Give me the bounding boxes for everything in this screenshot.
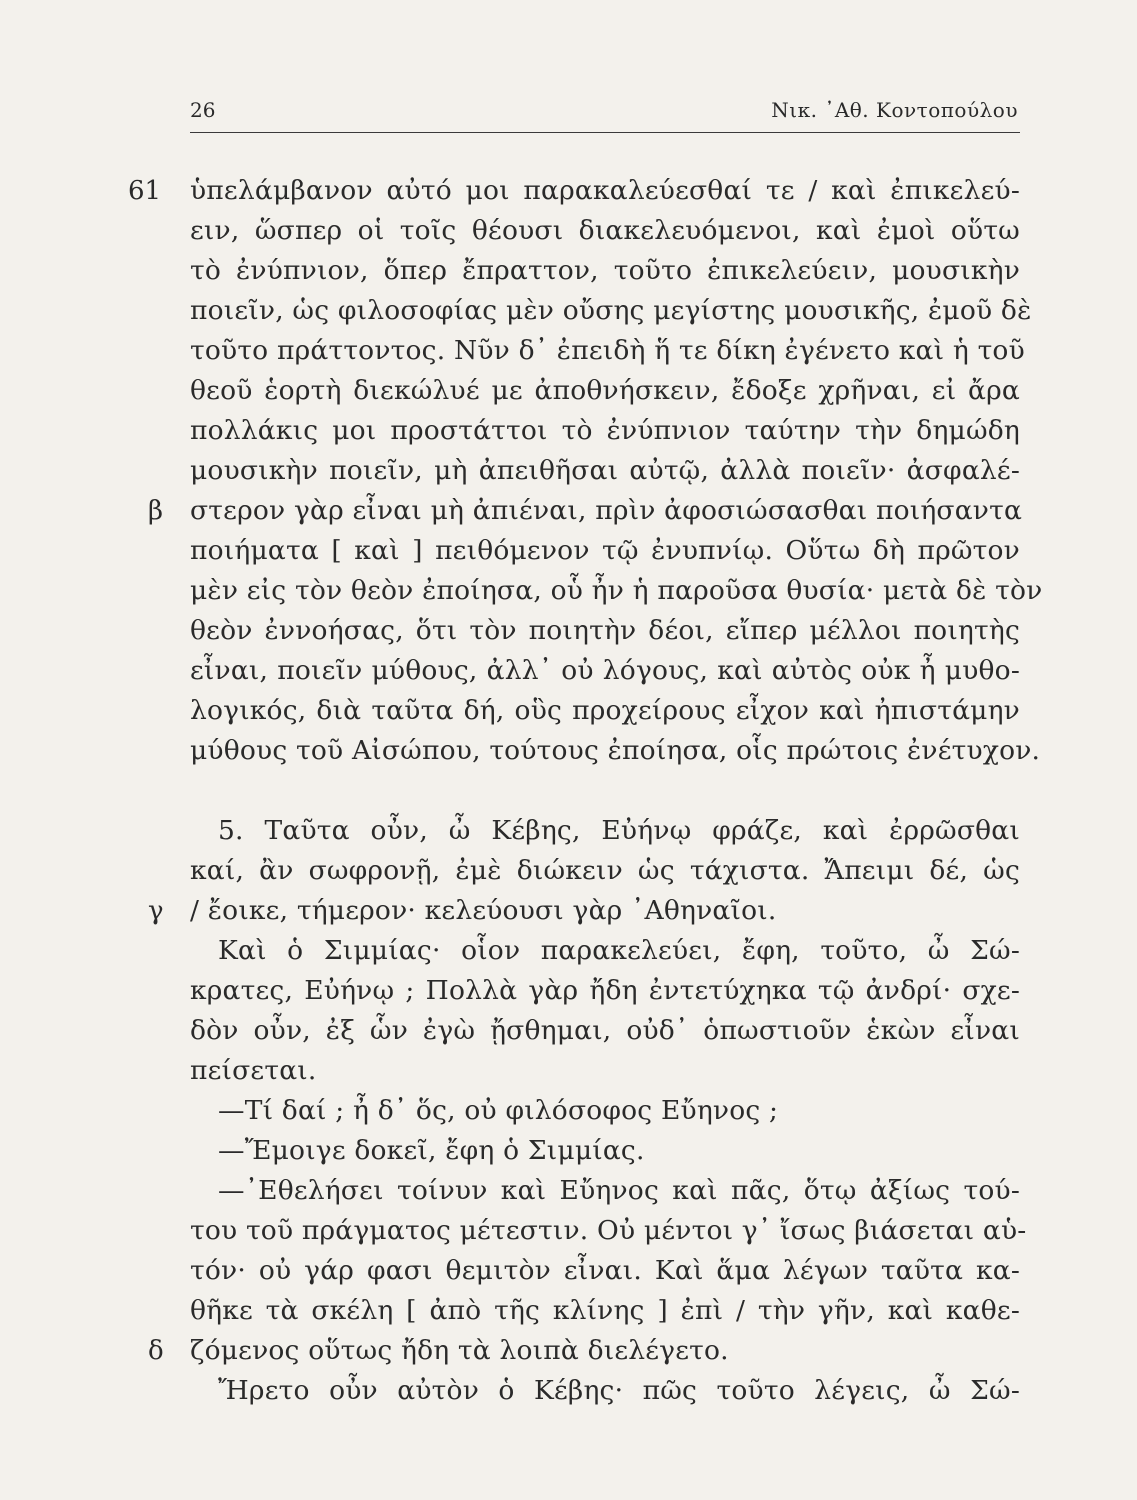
text-line: τόν· οὐ γάρ φασι θεμιτὸν εἶναι. Καὶ ἅμα λέγων ταῦτα κα- bbox=[190, 1255, 1020, 1286]
text-line: μουσικὴν ποιεῖν, μὴ ἀπειθῆσαι αὐτῷ, ἀλλὰ ποιεῖν· ἀσφαλέ- bbox=[190, 455, 1020, 486]
text-line: —Ἔμοιγε δοκεῖ, ἔφη ὁ Σιμμίας. bbox=[218, 1135, 645, 1166]
text-line: λογικός, διὰ ταῦτα δή, οὓς προχείρους εἶχον καὶ ἠπιστάμην bbox=[190, 695, 1020, 726]
text-line: δὸν οὖν, ἐξ ὧν ἐγὼ ᾔσθημαι, οὐδ᾿ ὁπωστιοῦν ἑκὼν εἶναι bbox=[190, 1015, 1020, 1046]
text-line: πολλάκις μοι προστάττοι τὸ ἐνύπνιον ταύτην τὴν δημώδη bbox=[190, 415, 1020, 446]
text-line: Ἤρετο οὖν αὐτὸν ὁ Κέβης· πῶς τοῦτο λέγεις, ὦ Σώ- bbox=[218, 1375, 1020, 1406]
text-line: ζόμενος οὕτως ἤδη τὰ λοιπὰ διελέγετο. bbox=[190, 1335, 729, 1366]
text-line: ποιήματα [ καὶ ] πειθόμενον τῷ ἐνυπνίῳ. Οὕτω δὴ πρῶτον bbox=[190, 535, 1020, 566]
text-line: μύθους τοῦ Αἰσώπου, τούτους ἐποίησα, οἷς πρώτοις ἐνέτυχον. bbox=[190, 735, 1041, 766]
margin-label-61: 61 bbox=[128, 176, 162, 206]
text-line: κρατες, Εὐήνῳ ; Πολλὰ γὰρ ἤδη ἐντετύχηκα τῷ ἀνδρί· σχε- bbox=[190, 975, 1020, 1006]
text-line: πείσεται. bbox=[190, 1055, 317, 1086]
text-line: του τοῦ πράγματος μέτεστιν. Οὐ μέντοι γ᾿ ἴσως βιάσεται αὑ- bbox=[190, 1215, 1027, 1246]
text-line: —᾿Εθελήσει τοίνυν καὶ Εὔηνος καὶ πᾶς, ὅτῳ ἀξίως τού- bbox=[218, 1175, 1020, 1206]
page-number: 26 bbox=[190, 98, 216, 122]
text-line: τοῦτο πράττοντος. Νῦν δ᾿ ἐπειδὴ ἥ τε δίκη ἐγένετο καὶ ἡ τοῦ bbox=[190, 335, 1025, 366]
text-line: ποιεῖν, ὡς φιλοσοφίας μὲν οὔσης μεγίστης μουσικῆς, ἐμοῦ δὲ bbox=[190, 295, 1032, 326]
text-line: θεοῦ ἑορτὴ διεκώλυέ με ἀποθνήσκειν, ἔδοξε χρῆναι, εἰ ἄρα bbox=[190, 375, 1020, 406]
text-line: θεὸν ἐννοήσας, ὅτι τὸν ποιητὴν δέοι, εἴπερ μέλλοι ποιητὴς bbox=[190, 615, 1020, 646]
text-line: 5. Ταῦτα οὖν, ὦ Κέβης, Εὐήνῳ φράζε, καὶ ἐρρῶσθαι bbox=[218, 815, 1020, 846]
text-line: τὸ ἐνύπνιον, ὅπερ ἔπραττον, τοῦτο ἐπικελεύειν, μουσικὴν bbox=[190, 255, 1020, 286]
page-header bbox=[190, 96, 1020, 133]
text-line: ειν, ὥσπερ οἱ τοῖς θέουσι διακελευόμενοι, καὶ ἐμοὶ οὕτω bbox=[190, 215, 1020, 246]
text-line: θῆκε τὰ σκέλη [ ἀπὸ τῆς κλίνης ] ἐπὶ / τὴν γῆν, καὶ καθε- bbox=[190, 1295, 1020, 1326]
text-line: καί, ἂν σωφρονῇ, ἐμὲ διώκειν ὡς τάχιστα. Ἄπειμι δέ, ὡς bbox=[190, 855, 1020, 886]
text-line: —Τί δαί ; ἦ δ᾿ ὅς, οὐ φιλόσοφος Εὔηνος ; bbox=[218, 1095, 779, 1126]
margin-label-delta: δ bbox=[148, 1336, 164, 1366]
text-line: μὲν εἰς τὸν θεὸν ἐποίησα, οὗ ἦν ἡ παροῦσα θυσία· μετὰ δὲ τὸν bbox=[190, 575, 1043, 606]
text-line: εἶναι, ποιεῖν μύθους, ἀλλ᾿ οὐ λόγους, καὶ αὐτὸς οὐκ ἦ μυθο- bbox=[190, 655, 1020, 686]
margin-label-beta: β bbox=[148, 496, 164, 526]
text-line: στερον γὰρ εἶναι μὴ ἀπιέναι, πρὶν ἀφοσιώσασθαι ποιήσαντα bbox=[190, 495, 1023, 526]
running-head-author: Νικ. ᾿Αθ. Κοντοπούλου bbox=[771, 98, 1018, 122]
text-line: / ἔοικε, τήμερον· κελεύουσι γὰρ ᾿Αθηναῖοι. bbox=[190, 895, 777, 926]
text-line: Καὶ ὁ Σιμμίας· οἷον παρακελεύει, ἔφη, τοῦτο, ὦ Σώ- bbox=[218, 935, 1020, 966]
margin-label-gamma: γ bbox=[148, 896, 164, 926]
text-line: ὑπελάμβανον αὐτό μοι παρακαλεύεσθαί τε / καὶ ἐπικελεύ- bbox=[190, 175, 1020, 206]
